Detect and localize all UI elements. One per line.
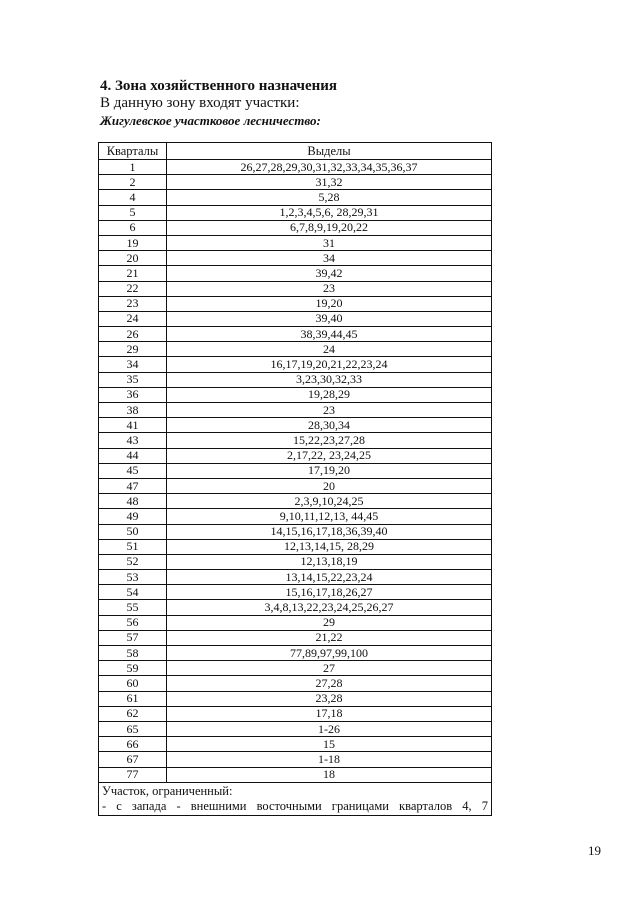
table-row	[99, 372, 492, 387]
vydely-cell: 13,14,15,22,23,24	[167, 570, 492, 585]
vydely-cell: 39,40	[167, 311, 492, 326]
vydely-cell: 15	[167, 737, 492, 752]
kvartal-cell: 52	[99, 554, 167, 569]
kvartal-cell: 66	[99, 737, 167, 752]
vydely-cell: 31	[167, 235, 492, 250]
table-row	[99, 478, 492, 493]
note-cell	[99, 782, 492, 815]
kvartal-cell: 59	[99, 661, 167, 676]
subsection-heading: Жигулевское участковое лесничество:	[100, 113, 321, 128]
vydely-cell: 38,39,44,45	[167, 327, 492, 342]
page-number: 19	[588, 843, 601, 858]
kvartal-cell: 49	[99, 509, 167, 524]
table-row	[99, 357, 492, 372]
section-heading: 4. Зона хозяйственного назначения	[100, 78, 338, 94]
vydely-cell: 77,89,97,99,100	[167, 646, 492, 661]
kvartal-cell: 36	[99, 387, 167, 402]
table-row	[99, 554, 492, 569]
table-row	[99, 630, 492, 645]
table-row	[99, 418, 492, 433]
vydely-cell: 28,30,34	[167, 418, 492, 433]
kvartal-cell: 61	[99, 691, 167, 706]
table-row	[99, 448, 492, 463]
vydely-cell: 16,17,19,20,21,22,23,24	[167, 357, 492, 372]
kvartal-cell: 55	[99, 600, 167, 615]
table-row	[99, 327, 492, 342]
kvartal-cell: 20	[99, 251, 167, 266]
table-row	[99, 539, 492, 554]
table-row	[99, 737, 492, 752]
table-row	[99, 721, 492, 736]
kvartal-cell: 62	[99, 706, 167, 721]
kvartal-cell: 58	[99, 646, 167, 661]
kvartal-cell: 23	[99, 296, 167, 311]
kvartal-cell: 24	[99, 311, 167, 326]
kvartal-cell: 48	[99, 494, 167, 509]
table-row	[99, 615, 492, 630]
table-row	[99, 387, 492, 402]
column-header-kvartaly: Кварталы	[99, 143, 167, 160]
table-row	[99, 600, 492, 615]
vydely-cell: 27	[167, 661, 492, 676]
kvartal-cell: 56	[99, 615, 167, 630]
vydely-cell: 31,32	[167, 175, 492, 190]
kvartal-cell: 34	[99, 357, 167, 372]
vydely-cell: 2,17,22, 23,24,25	[167, 448, 492, 463]
kvartal-cell: 47	[99, 478, 167, 493]
plots-table	[98, 142, 492, 816]
table-row	[99, 205, 492, 220]
table-row	[99, 190, 492, 205]
vydely-cell: 14,15,16,17,18,36,39,40	[167, 524, 492, 539]
vydely-cell: 3,23,30,32,33	[167, 372, 492, 387]
kvartal-cell: 67	[99, 752, 167, 767]
kvartal-cell: 57	[99, 630, 167, 645]
kvartal-cell: 4	[99, 190, 167, 205]
kvartal-cell: 22	[99, 281, 167, 296]
kvartal-cell: 1	[99, 160, 167, 175]
table-row	[99, 494, 492, 509]
vydely-cell: 9,10,11,12,13, 44,45	[167, 509, 492, 524]
vydely-cell: 29	[167, 615, 492, 630]
table-row	[99, 463, 492, 478]
vydely-cell: 17,19,20	[167, 463, 492, 478]
kvartal-cell: 65	[99, 721, 167, 736]
vydely-cell: 23,28	[167, 691, 492, 706]
table-row	[99, 220, 492, 235]
table-row	[99, 691, 492, 706]
vydely-cell: 1-26	[167, 721, 492, 736]
vydely-cell: 12,13,14,15, 28,29	[167, 539, 492, 554]
kvartal-cell: 21	[99, 266, 167, 281]
table-row	[99, 752, 492, 767]
kvartal-cell: 6	[99, 220, 167, 235]
kvartal-cell: 35	[99, 372, 167, 387]
vydely-cell: 2,3,9,10,24,25	[167, 494, 492, 509]
table-row	[99, 676, 492, 691]
vydely-cell: 17,18	[167, 706, 492, 721]
intro-text: В данную зону входят участки:	[100, 95, 300, 111]
note-row	[99, 782, 492, 815]
kvartal-cell: 26	[99, 327, 167, 342]
vydely-cell: 6,7,8,9,19,20,22	[167, 220, 492, 235]
kvartal-cell: 44	[99, 448, 167, 463]
table-row	[99, 570, 492, 585]
vydely-cell: 21,22	[167, 630, 492, 645]
kvartal-cell: 41	[99, 418, 167, 433]
vydely-cell: 3,4,8,13,22,23,24,25,26,27	[167, 600, 492, 615]
table-row	[99, 509, 492, 524]
kvartal-cell: 45	[99, 463, 167, 478]
vydely-cell: 12,13,18,19	[167, 554, 492, 569]
table-row	[99, 160, 492, 175]
kvartal-cell: 50	[99, 524, 167, 539]
vydely-cell: 23	[167, 403, 492, 418]
kvartal-cell: 77	[99, 767, 167, 782]
kvartal-cell: 38	[99, 403, 167, 418]
table-row	[99, 235, 492, 250]
table-header-row	[99, 143, 492, 160]
vydely-cell: 26,27,28,29,30,31,32,33,34,35,36,37	[167, 160, 492, 175]
vydely-cell: 24	[167, 342, 492, 357]
vydely-cell: 23	[167, 281, 492, 296]
kvartal-cell: 2	[99, 175, 167, 190]
kvartal-cell: 5	[99, 205, 167, 220]
table-row	[99, 433, 492, 448]
note-title: Участок, ограниченный:	[102, 783, 233, 798]
vydely-cell: 1,2,3,4,5,6, 28,29,31	[167, 205, 492, 220]
table-row	[99, 266, 492, 281]
kvartal-cell: 53	[99, 570, 167, 585]
table-row	[99, 251, 492, 266]
table-body	[99, 160, 492, 783]
vydely-cell: 34	[167, 251, 492, 266]
kvartal-cell: 43	[99, 433, 167, 448]
vydely-cell: 5,28	[167, 190, 492, 205]
vydely-cell: 19,28,29	[167, 387, 492, 402]
table-row	[99, 296, 492, 311]
kvartal-cell: 29	[99, 342, 167, 357]
table-row	[99, 661, 492, 676]
table-row	[99, 175, 492, 190]
vydely-cell: 1-18	[167, 752, 492, 767]
table-row	[99, 706, 492, 721]
vydely-cell: 15,16,17,18,26,27	[167, 585, 492, 600]
kvartal-cell: 19	[99, 235, 167, 250]
table-row	[99, 524, 492, 539]
table-row	[99, 585, 492, 600]
table-row	[99, 342, 492, 357]
table-row	[99, 767, 492, 782]
kvartal-cell: 54	[99, 585, 167, 600]
table-row	[99, 311, 492, 326]
note-line: - с запада - внешними восточными границами кварталов 4, 7	[102, 798, 488, 813]
vydely-cell: 15,22,23,27,28	[167, 433, 492, 448]
vydely-cell: 20	[167, 478, 492, 493]
vydely-cell: 39,42	[167, 266, 492, 281]
column-header-vydely: Выделы	[167, 143, 492, 160]
table-row	[99, 403, 492, 418]
table-row	[99, 281, 492, 296]
kvartal-cell: 60	[99, 676, 167, 691]
table-row	[99, 646, 492, 661]
vydely-cell: 18	[167, 767, 492, 782]
vydely-cell: 27,28	[167, 676, 492, 691]
vydely-cell: 19,20	[167, 296, 492, 311]
kvartal-cell: 51	[99, 539, 167, 554]
